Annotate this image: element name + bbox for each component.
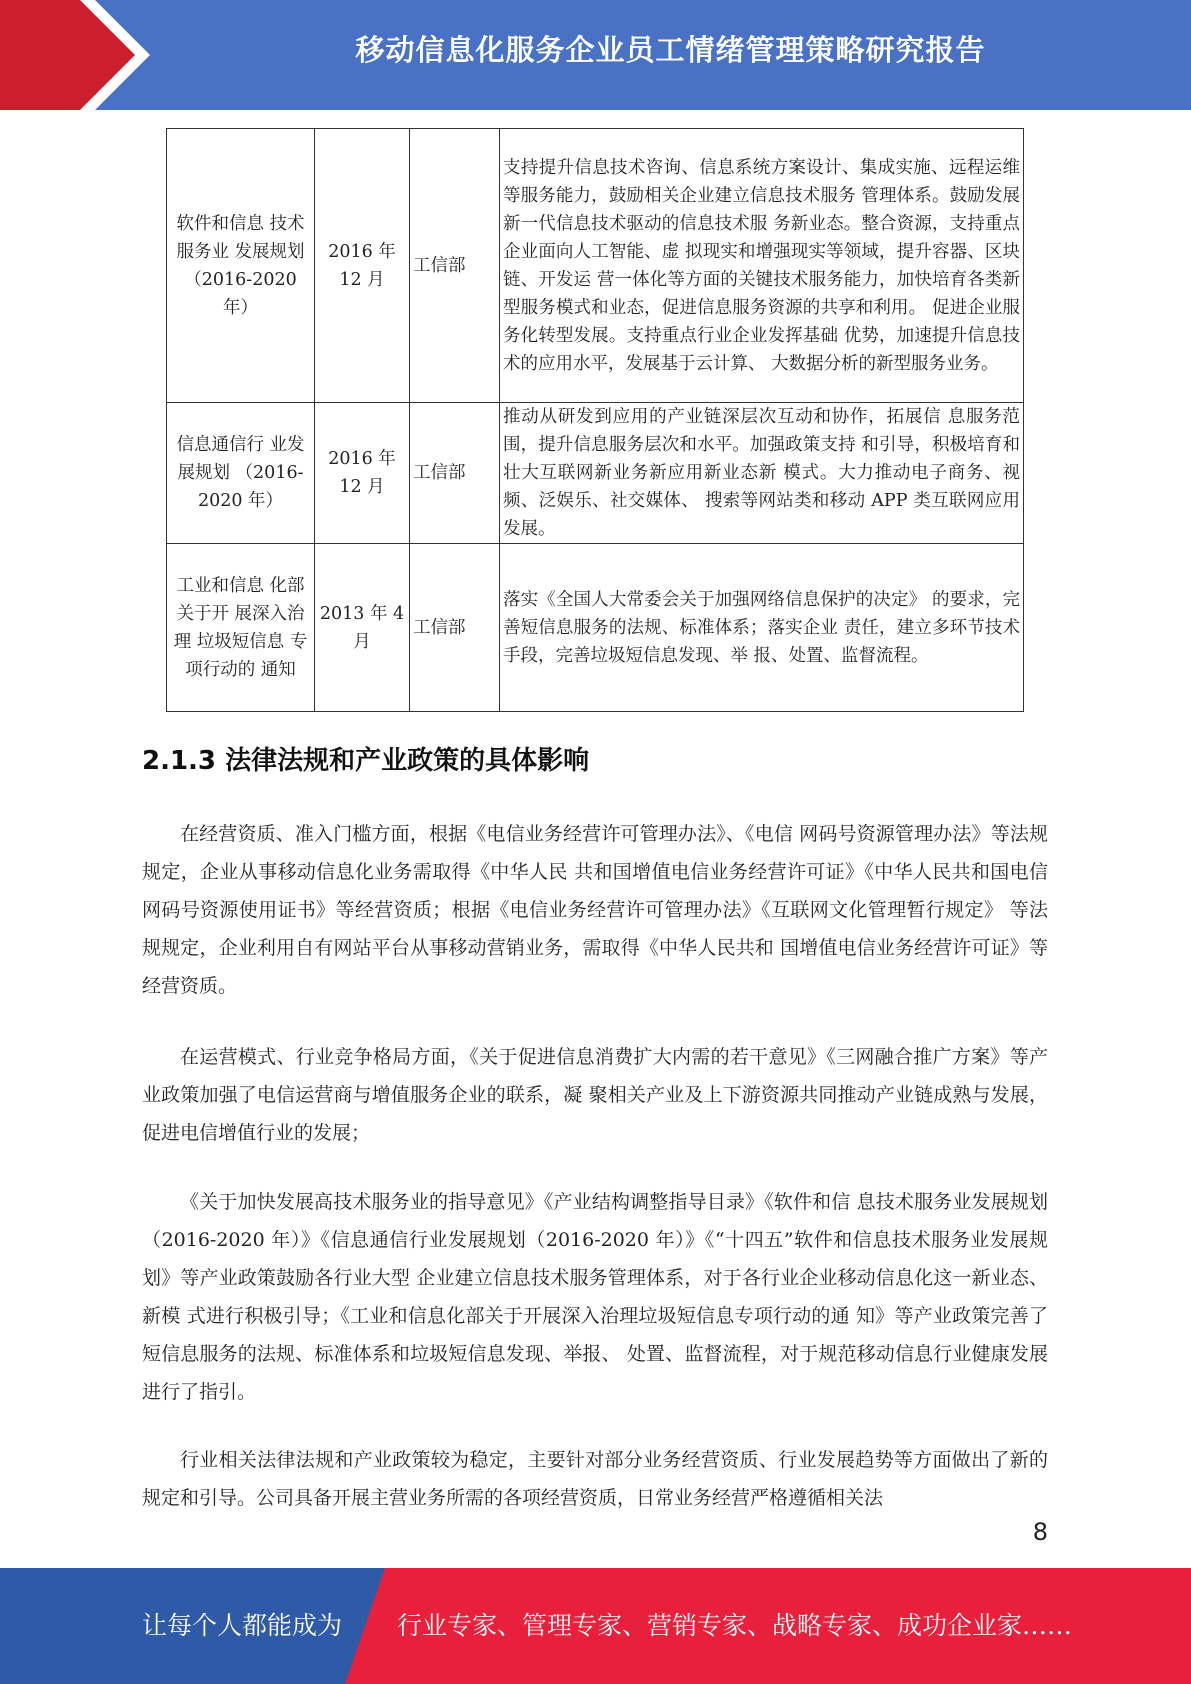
- policy-name-cell: 软件和信息 技术服务业 发展规划 （2016-2020 年）: [167, 129, 315, 403]
- policy-name-cell: 工业和信息 化部关于开 展深入治理 垃圾短信息 专项行动的 通知: [167, 544, 315, 712]
- policy-desc-cell: 支持提升信息技术咨询、信息系统方案设计、集成实施、远程运维等服务能力，鼓励相关企业建立信息技术服务 管理体系。鼓励发展新一代信息技术驱动的信息技术服 务新业态。整合资源，支持重点企业面向人工智能、虚 拟现实和增强现实等领域，提升容器、区块链、开发运 营一体化等方面的关键技术服务能力，加快培育各类新 型服务模式和业态，促进信息服务资源的共享和利用。 促进企业服务化转型发展。支持重点行业企业发挥基础 优势，加速提升信息技术的应用水平，发展基于云计算、 大数据分析的新型服务业务。: [500, 129, 1024, 403]
- policy-dept-cell: 工信部: [410, 403, 500, 544]
- policy-desc-cell: 推动从研发到应用的产业链深层次互动和协作，拓展信 息服务范围，提升信息服务层次和水平。加强政策支持 和引导，积极培育和壮大互联网新业务新应用新业态新 模式。大力推动电子商务、视频、泛娱乐、社交媒体、 搜索等网站类和移动 APP 类互联网应用发展。: [500, 403, 1024, 544]
- policy-date-cell: 2013 年 4 月: [315, 544, 410, 712]
- report-title: 移动信息化服务企业员工情绪管理策略研究报告: [355, 33, 986, 67]
- policy-date-cell: 2016 年 12 月: [315, 403, 410, 544]
- page-footer: [0, 1568, 1191, 1684]
- policy-table: [166, 128, 1024, 712]
- section-heading: 2.1.3 法律法规和产业政策的具体影响: [142, 746, 590, 776]
- policy-date-cell: 2016 年 12 月: [315, 129, 410, 403]
- policy-dept-cell: 工信部: [410, 129, 500, 403]
- page-number: 8: [1032, 1518, 1048, 1546]
- body-paragraph: 在经营资质、准入门槛方面，根据《电信业务经营许可管理办法》、《电信 网码号资源管理办法》等法规规定，企业从事移动信息化业务需取得《中华人民 共和国增值电信业务经营许可证》《中华人民共和国电信网码号资源使用证书》等经营资质；根据《电信业务经营许可管理办法》《互联网文化管理暂行规定》 等法规规定，企业利用自有网站平台从事移动营销业务，需取得《中华人民共和 国增值电信业务经营许可证》等经营资质。: [142, 823, 1048, 997]
- body-paragraph: 行业相关法律法规和产业政策较为稳定，主要针对部分业务经营资质、行业发展趋势等方面做出了新的规定和引导。公司具备开展主营业务所需的各项经营资质，日常业务经营严格遵循相关法: [142, 1449, 1048, 1509]
- policy-name-cell: 信息通信行 业发展规划 （2016-2020 年）: [167, 403, 315, 544]
- table-row: [167, 544, 1024, 712]
- footer-slogan-right: 行业专家、管理专家、营销专家、战略专家、成功企业家……: [397, 1611, 1073, 1640]
- table-row: [167, 403, 1024, 544]
- body-paragraph: 在运营模式、行业竞争格局方面，《关于促进信息消费扩大内需的若干意见》《三网融合推广方案》等产业政策加强了电信运营商与增值服务企业的联系，凝 聚相关产业及上下游资源共同推动产业链成熟与发展，促进电信增值行业的发展；: [142, 1046, 1048, 1144]
- body-paragraph: 《关于加快发展高技术服务业的指导意见》《产业结构调整指导目录》《软件和信 息技术服务业发展规划（2016-2020 年）》《信息通信行业发展规划（2016-2020 年）》《“十四五”软件和信息技术服务业发展规划》等产业政策鼓励各行业大型 企业建立信息技术服务管理体系，对于各行业企业移动信息化这一新业态、新模 式进行积极引导；《工业和信息化部关于开展深入治理垃圾短信息专项行动的通 知》等产业政策完善了短信息服务的法规、标准体系和垃圾短信息发现、举报、 处置、监督流程，对于规范移动信息行业健康发展进行了指引。: [142, 1191, 1048, 1403]
- policy-desc-cell: 落实《全国人大常委会关于加强网络信息保护的决定》 的要求，完善短信息服务的法规、标准体系；落实企业 责任，建立多环节技术手段，完善垃圾短信息发现、举 报、处置、监督流程。: [500, 544, 1024, 712]
- page-header: [0, 0, 1191, 110]
- policy-dept-cell: 工信部: [410, 544, 500, 712]
- table-row: [167, 129, 1024, 403]
- footer-slogan-left: 让每个人都能成为: [142, 1611, 343, 1640]
